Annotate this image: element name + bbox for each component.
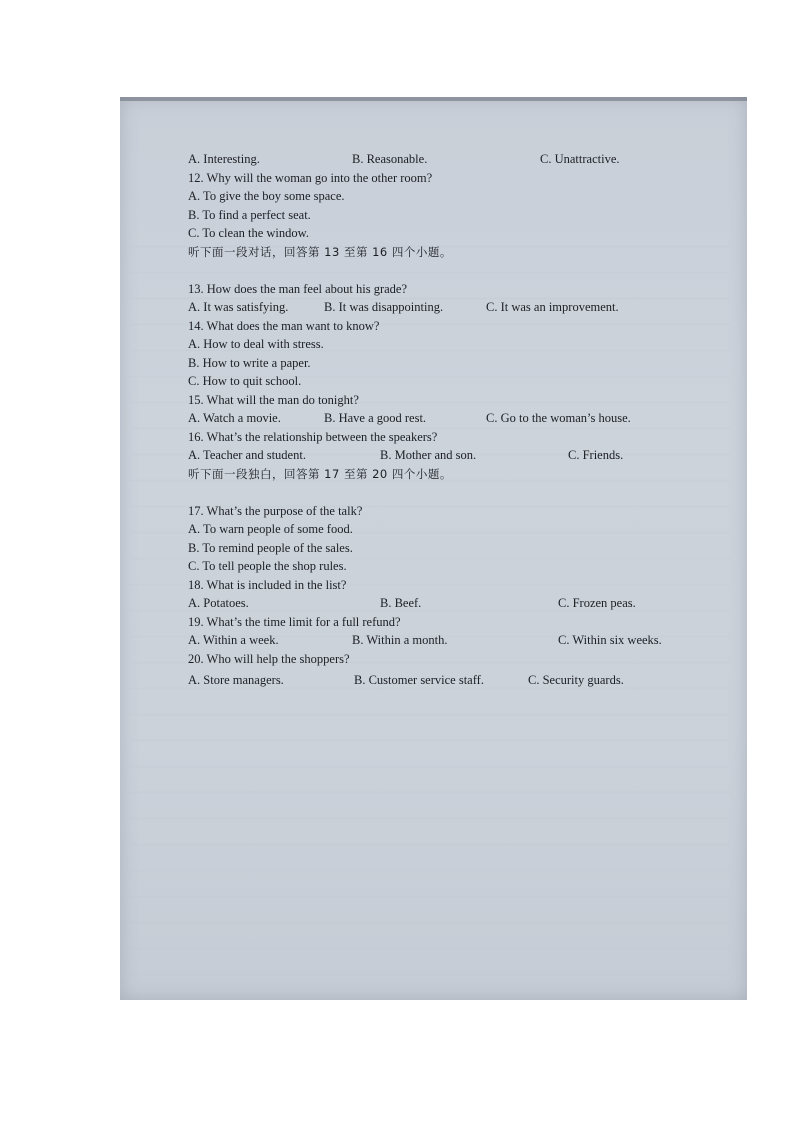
option-a: A. Teacher and student. (188, 448, 306, 462)
question-20-options (188, 671, 698, 690)
option-a: A. Potatoes. (188, 596, 249, 610)
question-17-option-c: C. To tell people the shop rules. (188, 559, 347, 573)
question-13: 13. How does the man feel about his grade? (188, 281, 408, 296)
option-c: C. Frozen peas. (558, 596, 636, 610)
question-15-options (188, 409, 698, 428)
option-a: A. It was satisfying. (188, 300, 289, 314)
page-edge-shadow (120, 97, 747, 101)
option-a: A. Within a week. (188, 633, 279, 647)
question-12-option-b: B. To find a perfect seat. (188, 207, 311, 222)
question-15: 15. What will the man do tonight? (188, 392, 359, 407)
section-instruction-13-16: 听下面一段对话，回答第 13 至第 16 四个小题。 (188, 244, 452, 259)
question-19: 19. What’s the time limit for a full refund? (188, 614, 401, 629)
question-18: 18. What is included in the list? (188, 577, 347, 592)
question-14: 14. What does the man want to know? (188, 318, 380, 333)
option-b: B. It was disappointing. (324, 300, 444, 314)
question-13-options (188, 298, 698, 317)
option-a: A. Interesting. (188, 152, 260, 166)
question-14-option-b: B. How to write a paper. (188, 355, 311, 370)
question-16: 16. What’s the relationship between the speakers? (188, 429, 438, 444)
option-a: A. Store managers. (188, 673, 284, 687)
question-18-options (188, 594, 698, 613)
option-c: C. Friends. (568, 448, 624, 462)
option-c: C. Unattractive. (540, 152, 620, 166)
question-12: 12. Why will the woman go into the other room? (188, 170, 433, 185)
question-17: 17. What’s the purpose of the talk? (188, 503, 363, 518)
question-17-option-a: A. To warn people of some food. (188, 522, 353, 536)
option-b: B. Have a good rest. (324, 411, 427, 425)
option-b: B. Mother and son. (380, 448, 477, 462)
question-list (188, 150, 698, 690)
question-19-options (188, 631, 698, 650)
option-c: C. Go to the woman’s house. (486, 411, 631, 425)
question-11-options (188, 150, 698, 169)
question-12-option-a: A. To give the boy some space. (188, 189, 345, 203)
question-14-option-a: A. How to deal with stress. (188, 337, 324, 351)
question-20: 20. Who will help the shoppers? (188, 651, 350, 666)
option-c: C. It was an improvement. (486, 300, 619, 314)
question-14-option-c: C. How to quit school. (188, 374, 302, 388)
option-a: A. Watch a movie. (188, 411, 281, 425)
option-b: B. Reasonable. (352, 152, 428, 166)
option-c: C. Within six weeks. (558, 633, 662, 647)
option-b: B. Within a month. (352, 633, 448, 647)
section-instruction-17-20: 听下面一段独白，回答第 17 至第 20 四个小题。 (188, 466, 452, 481)
question-17-option-b: B. To remind people of the sales. (188, 540, 353, 555)
question-12-option-c: C. To clean the window. (188, 226, 309, 240)
option-b: B. Customer service staff. (354, 673, 484, 687)
question-16-options (188, 446, 698, 465)
option-c: C. Security guards. (528, 673, 624, 687)
option-b: B. Beef. (380, 596, 422, 610)
